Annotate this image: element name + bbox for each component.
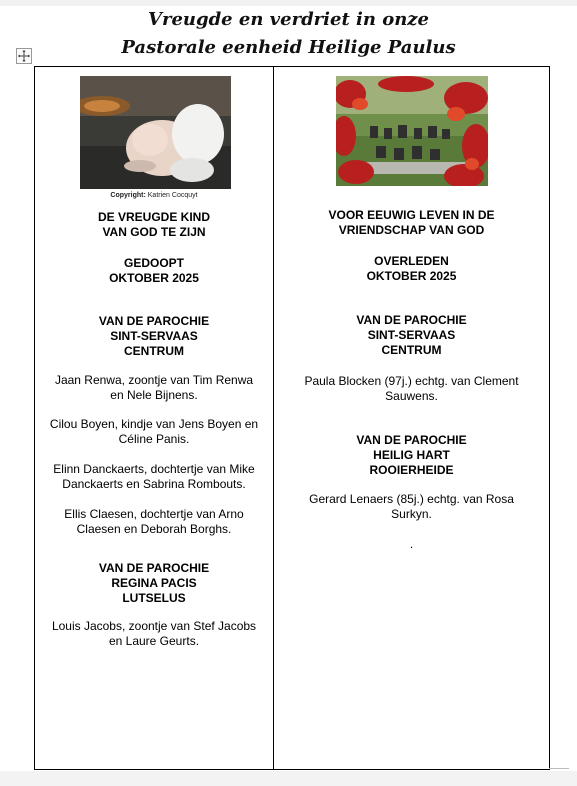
- deceased-status-line-1: OVERLEDEN: [374, 254, 449, 268]
- photo-copyright: [35, 192, 273, 199]
- parish-heading-sint-servaas: [274, 313, 549, 358]
- two-column-table: [34, 66, 550, 770]
- page-corner-mark: [549, 768, 569, 769]
- entry-line-1: Elinn Danckaerts, dochtertje van Mike: [53, 462, 255, 476]
- copyright-label: Copyright:: [110, 192, 146, 199]
- entry-line-2: Céline Panis.: [118, 432, 190, 446]
- entry-line-2: Surkyn.: [391, 507, 432, 521]
- parish-heading-line-1: VAN DE PAROCHIE: [356, 433, 467, 447]
- baptism-heading-line-2: VAN GOD TE ZIJN: [102, 225, 206, 239]
- cemetery-photo: [336, 76, 488, 186]
- entry-line-2: Claesen en Deborah Borghs.: [76, 522, 232, 536]
- entry-line-2: en Nele Bijnens.: [110, 388, 198, 402]
- copyright-name: Katrien Cocquyt: [147, 192, 198, 199]
- table-move-handle-icon[interactable]: [16, 48, 32, 64]
- list-item: [274, 492, 549, 522]
- entry-line-2: Danckaerts en Sabrina Rombouts.: [62, 477, 246, 491]
- baptism-status-line-1: GEDOOPT: [123, 256, 184, 270]
- entry-line-1: Jaan Renwa, zoontje van Tim Renwa: [54, 373, 254, 387]
- list-item: [35, 373, 273, 403]
- parish-heading-regina-pacis: [35, 561, 273, 606]
- entry-line-2: Sauwens.: [385, 389, 438, 403]
- deceased-column: [274, 67, 549, 769]
- baptism-heading-line-1: DE VREUGDE KIND: [97, 210, 210, 224]
- parish-heading-line-1: VAN DE PAROCHIE: [356, 313, 467, 327]
- parish-heading-line-2: REGINA PACIS: [111, 576, 197, 590]
- baptism-status: [35, 256, 273, 286]
- list-item: [35, 507, 273, 537]
- entry-line-1: Ellis Claesen, dochtertje van Arno: [64, 507, 244, 521]
- baptism-photo: [80, 76, 231, 189]
- page-title-line-1: Vreugde en verdriet in onze: [148, 9, 429, 30]
- parish-heading-line-2: HEILIG HART: [373, 448, 450, 462]
- list-item: [274, 374, 549, 404]
- page-title: [0, 6, 577, 62]
- entry-line-1: Cilou Boyen, kindje van Jens Boyen en: [49, 417, 259, 431]
- parish-heading-line-1: VAN DE PAROCHIE: [98, 314, 210, 328]
- deceased-status: [274, 254, 549, 284]
- entry-line-2: en Laure Geurts.: [108, 634, 200, 648]
- parish-heading-sint-servaas: [35, 314, 273, 359]
- parish-heading-line-2: SINT-SERVAAS: [110, 329, 198, 343]
- page-title-line-2: Pastorale eenheid Heilige Paulus: [121, 37, 456, 58]
- baptism-heading: [35, 210, 273, 240]
- parish-heading-line-3: LUTSELUS: [122, 591, 186, 605]
- baptism-status-line-2: OKTOBER 2025: [109, 271, 199, 285]
- deceased-heading-line-2: VRIENDSCHAP VAN GOD: [338, 223, 485, 237]
- parish-heading-line-2: SINT-SERVAAS: [367, 328, 456, 342]
- entry-line-1: Paula Blocken (97j.) echtg. van Clement: [304, 374, 519, 388]
- deceased-heading-line-1: VOOR EEUWIG LEVEN IN DE: [328, 208, 495, 222]
- trailing-mark: .: [409, 537, 414, 551]
- deceased-heading: [274, 208, 549, 238]
- deceased-status-line-2: OKTOBER 2025: [366, 269, 457, 283]
- list-item: [35, 462, 273, 492]
- baptism-column: [35, 67, 274, 769]
- parish-heading-line-3: ROOIERHEIDE: [369, 463, 454, 477]
- bottom-edge: [0, 771, 577, 786]
- entry-line-1: Gerard Lenaers (85j.) echtg. van Rosa: [309, 492, 514, 506]
- entry-line-1: Louis Jacobs, zoontje van Stef Jacobs: [51, 619, 257, 633]
- parish-heading-heilig-hart: [274, 433, 549, 478]
- list-item: [35, 619, 273, 649]
- parish-heading-line-1: VAN DE PAROCHIE: [98, 561, 210, 575]
- parish-heading-line-3: CENTRUM: [381, 343, 442, 357]
- parish-heading-line-3: CENTRUM: [124, 344, 184, 358]
- list-item: [35, 417, 273, 447]
